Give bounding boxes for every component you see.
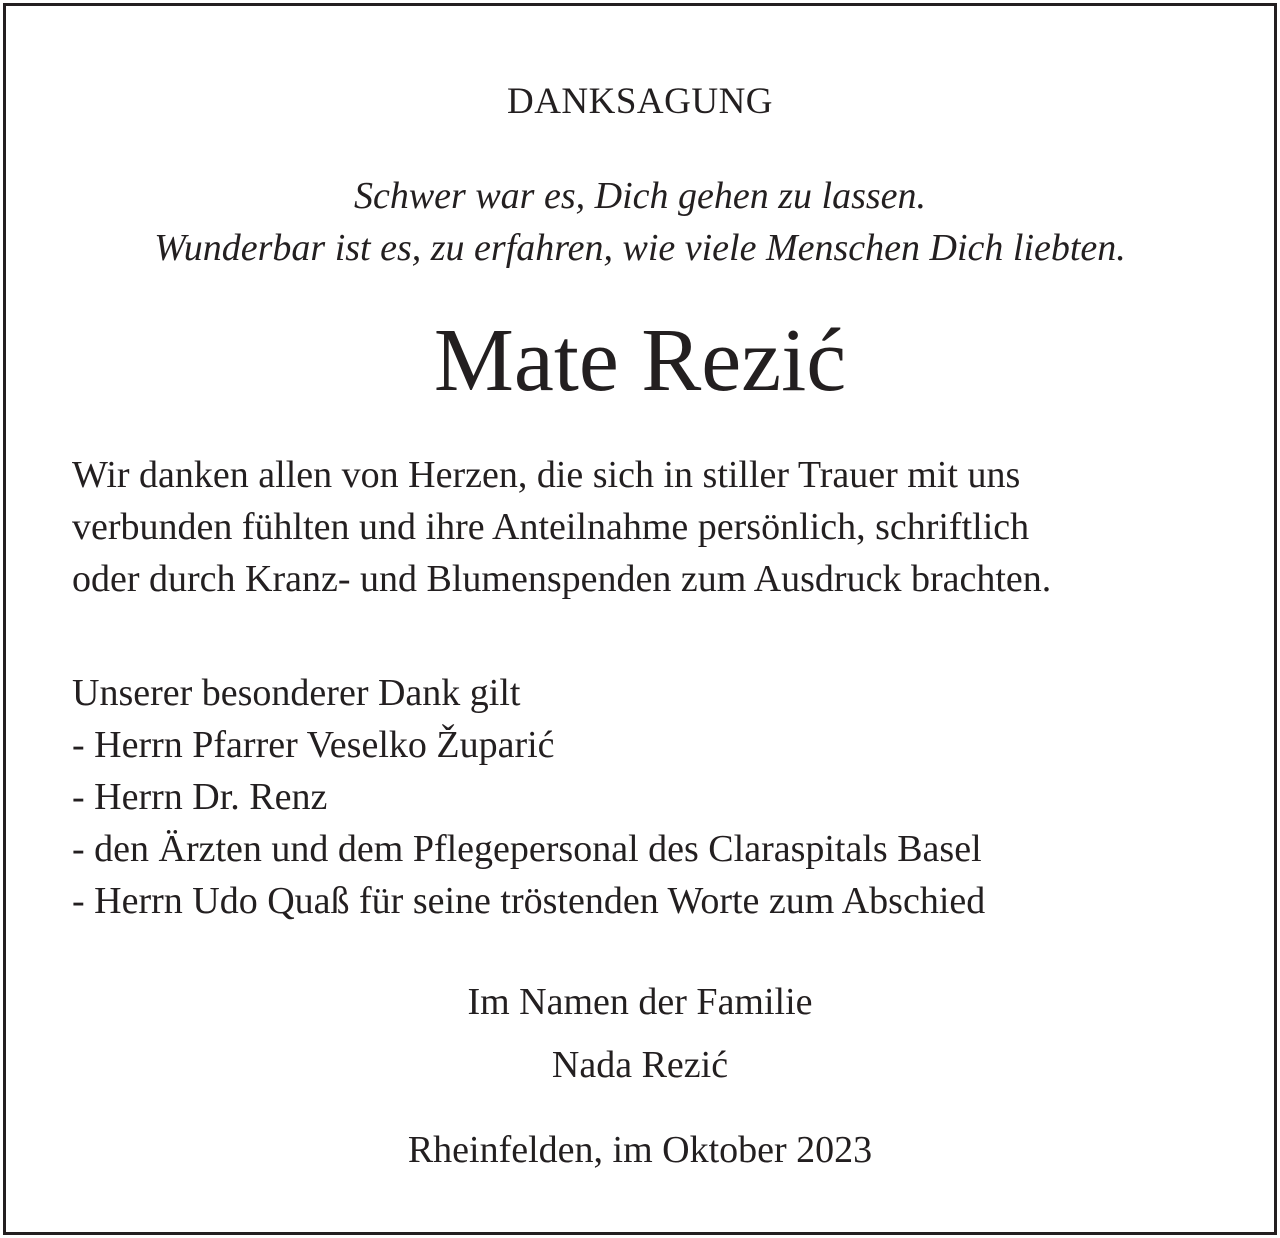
special-thanks-item: - Herrn Dr. Renz <box>72 776 328 818</box>
place-and-date: Rheinfelden, im Oktober 2023 <box>407 1129 873 1171</box>
motto-line-2: Wunderbar ist es, zu erfahren, wie viele Menschen Dich liebten. <box>154 227 1126 269</box>
special-thanks-intro: Unserer besonderer Dank gilt <box>72 672 521 714</box>
obituary-notice <box>3 3 1277 1235</box>
motto-line-1: Schwer war es, Dich gehen zu lassen. <box>353 175 927 217</box>
notice-heading: DANKSAGUNG <box>506 81 774 122</box>
special-thanks-item: - Herrn Pfarrer Veselko Župarić <box>72 724 555 766</box>
signature-on-behalf: Im Namen der Familie <box>467 981 813 1023</box>
thanks-paragraph-line: Wir danken allen von Herzen, die sich in stiller Trauer mit uns <box>72 454 1021 496</box>
thanks-paragraph-line: oder durch Kranz- und Blumenspenden zum Ausdruck brachten. <box>72 558 1052 600</box>
special-thanks-item: - den Ärzten und dem Pflegepersonal des Claraspitals Basel <box>72 828 982 870</box>
special-thanks-item: - Herrn Udo Quaß für seine tröstenden Worte zum Abschied <box>72 880 986 922</box>
deceased-name: Mate Rezić <box>433 311 847 410</box>
signature-signer: Nada Rezić <box>551 1044 729 1086</box>
thanks-paragraph-line: verbunden fühlten und ihre Anteilnahme persönlich, schriftlich <box>72 506 1030 548</box>
